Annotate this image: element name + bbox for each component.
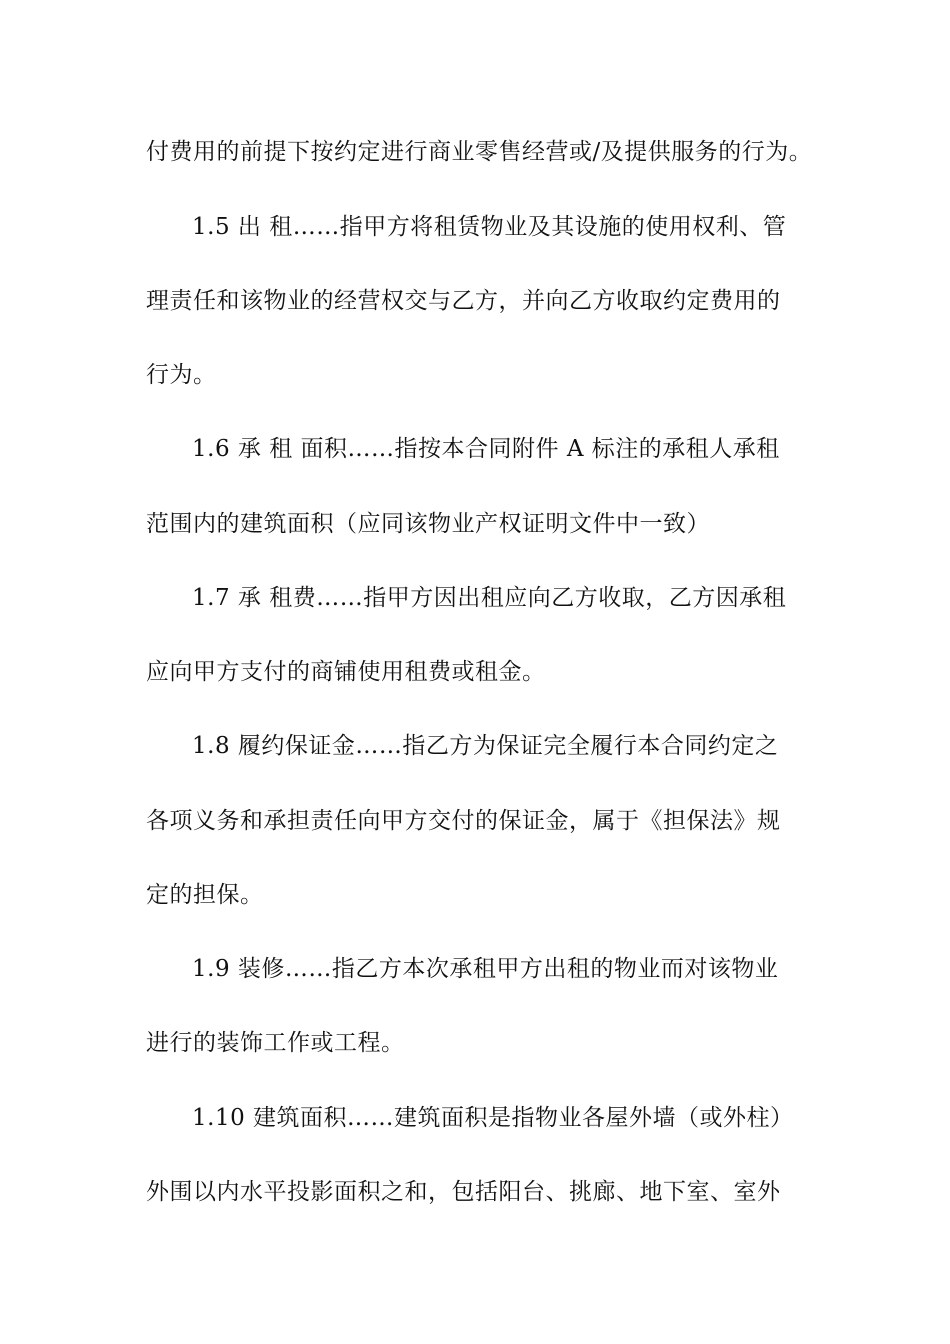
text-line: 范围内的建筑面积（应同该物业产权证明文件中一致）: [146, 511, 710, 537]
text-line: 各项义务和承担责任向甲方交付的保证金，属于《担保法》规: [146, 808, 781, 834]
clause-1-10: 1.10 建筑面积……建筑面积是指物业各屋外墙（或外柱）: [192, 1105, 794, 1131]
clause-1-8: 1.8 履约保证金……指乙方为保证完全履行本合同约定之: [192, 733, 779, 759]
text-line: 进行的装饰工作或工程。: [146, 1030, 405, 1056]
text-line: 理责任和该物业的经营权交与乙方，并向乙方收取约定费用的: [146, 288, 781, 314]
clause-1-9: 1.9 装修……指乙方本次承租甲方出租的物业而对该物业: [192, 956, 779, 982]
clause-1-5: 1.5 出 租……指甲方将租赁物业及其设施的使用权利、管: [192, 214, 787, 240]
text-line: 定的担保。: [146, 882, 264, 908]
text-line: 行为。: [146, 362, 217, 388]
text-line: 付费用的前提下按约定进行商业零售经营或/及提供服务的行为。: [146, 139, 813, 165]
clause-1-7: 1.7 承 租费……指甲方因出租应向乙方收取，乙方因承租: [192, 585, 787, 611]
text-line: 应向甲方支付的商铺使用租费或租金。: [146, 659, 546, 685]
text-line: 外围以内水平投影面积之和，包括阳台、挑廊、地下室、室外: [146, 1179, 781, 1205]
clause-1-6: 1.6 承 租 面积……指按本合同附件 A 标注的承租人承租: [192, 436, 780, 462]
